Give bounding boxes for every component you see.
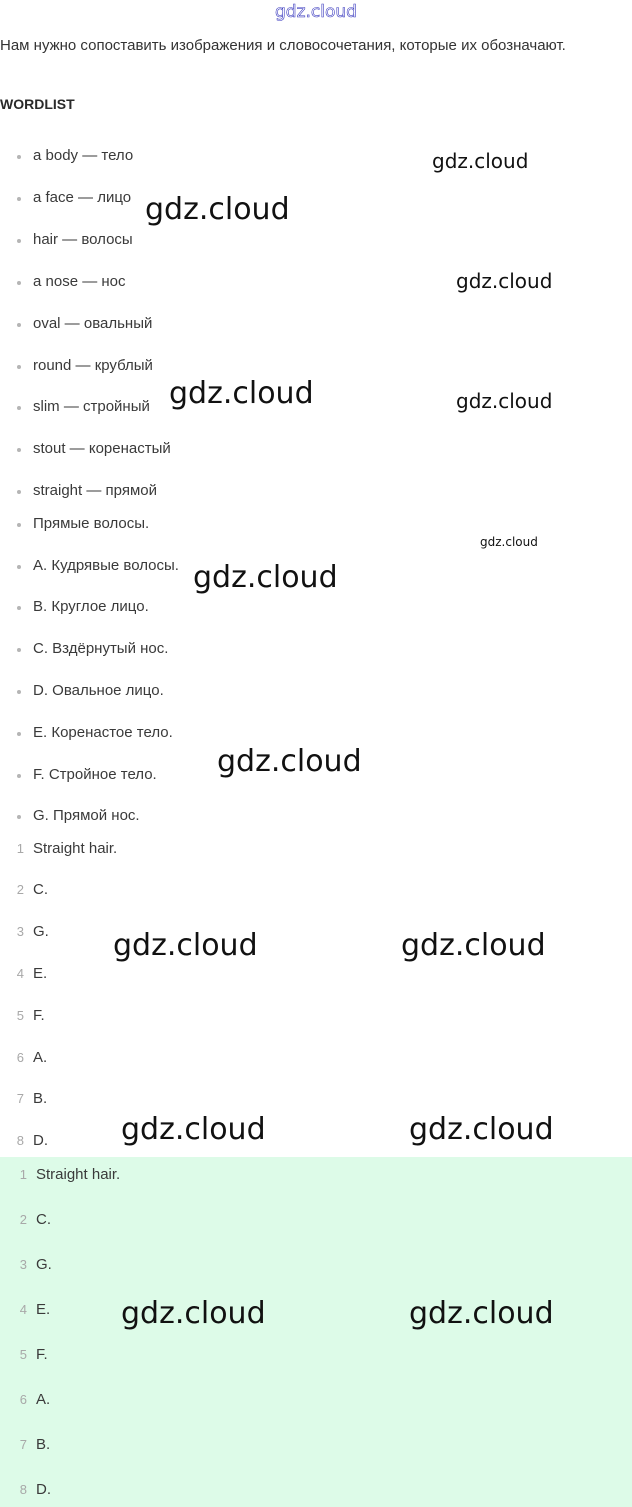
site-watermark: gdz.cloud — [275, 2, 357, 22]
watermark: gdz.cloud — [217, 744, 362, 779]
answer-item: 1 Straight hair. — [16, 840, 118, 857]
watermark: gdz.cloud — [121, 1112, 266, 1147]
watermark: gdz.cloud — [409, 1296, 554, 1331]
list-item: Прямые волосы. — [33, 515, 150, 532]
answer-item: 7 B. — [16, 1090, 48, 1107]
list-item: straight — прямой — [33, 482, 157, 499]
list-item: D. Овальное лицо. — [33, 682, 164, 699]
watermark: gdz.cloud — [456, 269, 553, 293]
list-item: a nose — нос — [33, 273, 126, 290]
watermark: gdz.cloud — [401, 928, 546, 963]
answer-item: 8 D. — [16, 1132, 48, 1149]
list-item: stout — коренастый — [33, 440, 171, 457]
watermark: gdz.cloud — [432, 149, 529, 173]
highlighted-answers-block — [0, 1157, 632, 1507]
answer-item: 2 C. — [16, 881, 48, 898]
watermark: gdz.cloud — [480, 535, 538, 549]
answer-item: 3 G. — [19, 1256, 52, 1273]
watermark: gdz.cloud — [121, 1296, 266, 1331]
list-item: B. Круглое лицо. — [33, 598, 149, 615]
watermark: gdz.cloud — [113, 928, 258, 963]
list-item: A. Кудрявые волосы. — [33, 557, 179, 574]
answer-item: 4 E. — [16, 965, 48, 982]
list-item: G. Прямой нос. — [33, 807, 140, 824]
watermark: gdz.cloud — [456, 389, 553, 413]
list-item: hair — волосы — [33, 231, 133, 248]
list-item: a face — лицо — [33, 189, 132, 206]
watermark: gdz.cloud — [409, 1112, 554, 1147]
list-item: E. Коренастое тело. — [33, 724, 173, 741]
answer-item: 8 D. — [19, 1481, 51, 1498]
list-item: C. Вздёрнутый нос. — [33, 640, 169, 657]
answer-item: 5 F. — [19, 1346, 48, 1363]
answer-item: 7 B. — [19, 1436, 51, 1453]
answer-item: 6 A. — [16, 1049, 48, 1066]
list-item: round — крублый — [33, 357, 153, 374]
intro-text: Нам нужно сопоставить изображения и словосочетания, которые их обозначают. — [0, 37, 566, 54]
answer-item: 6 A. — [19, 1391, 51, 1408]
list-item: oval — овальный — [33, 315, 153, 332]
answer-item: 2 C. — [19, 1211, 51, 1228]
list-item: a body — тело — [33, 147, 134, 164]
answer-item: 3 G. — [16, 923, 49, 940]
answer-item: 5 F. — [16, 1007, 45, 1024]
list-item: slim — стройный — [33, 398, 150, 415]
watermark: gdz.cloud — [193, 560, 338, 595]
watermark: gdz.cloud — [145, 192, 290, 227]
answer-item: 4 E. — [19, 1301, 51, 1318]
wordlist-heading: WORDLIST — [0, 96, 75, 112]
list-item: F. Стройное тело. — [33, 766, 157, 783]
answer-item: 1 Straight hair. — [19, 1166, 121, 1183]
watermark: gdz.cloud — [169, 376, 314, 411]
